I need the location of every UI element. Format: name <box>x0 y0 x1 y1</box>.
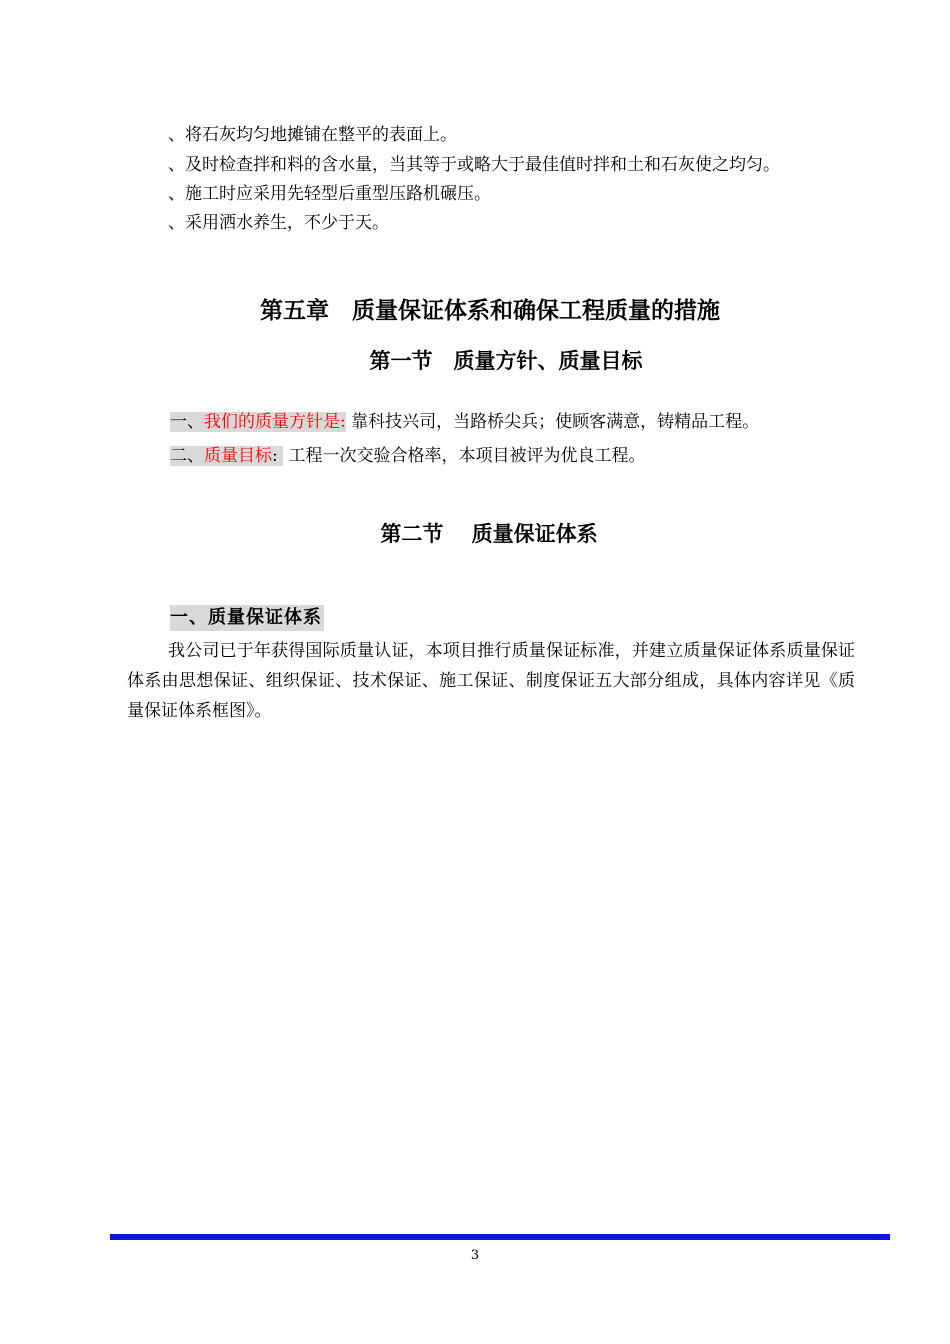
page-number: 3 <box>470 1248 480 1263</box>
list-item-2: 、及时检查拌和料的含水量，当其等于或略大于最佳值时拌和土和石灰使之均匀。 <box>168 155 780 175</box>
chapter-title: 第五章 质量保证体系和确保工程质量的措施 <box>260 298 720 324</box>
section-2-title: 第二节 质量保证体系 <box>380 522 598 546</box>
list-item-1: 、将石灰均匀地摊铺在整平的表面上。 <box>168 125 457 145</box>
quality-goal-label: 质量目标 <box>204 446 272 466</box>
list-item-4: 、采用洒水养生，不少于天。 <box>168 213 389 233</box>
quality-system-paragraph: 我公司已于年获得国际质量认证，本项目推行质量保证标准，并建立质量保证体系质量保证体系由思想保证、组织保证、技术保证、施工保证、制度保证五大部分组成，具体内容详见《质量保证体系框图》。 <box>127 641 855 721</box>
quality-policy-line <box>170 410 759 434</box>
quality-policy-prefix: 一、 <box>170 412 204 432</box>
section-1-title: 第一节 质量方针、质量目标 <box>369 349 643 373</box>
quality-policy-text: 靠科技兴司，当路桥尖兵；使顾客满意，铸精品工程。 <box>345 412 760 432</box>
quality-system-subheading: 一、质量保证体系 <box>170 605 324 631</box>
quality-policy-label-highlight <box>170 412 346 432</box>
quality-goal-prefix: 二、 <box>170 446 204 466</box>
quality-goal-label-highlight <box>170 446 283 466</box>
quality-policy-label: 我们的质量方针是: <box>204 412 346 432</box>
quality-goal-text: 工程一次交验合格率，本项目被评为优良工程。 <box>283 446 646 466</box>
list-item-3: 、施工时应采用先轻型后重型压路机碾压。 <box>168 184 491 204</box>
quality-goal-line <box>170 444 646 468</box>
quality-goal-colon: : <box>272 446 278 466</box>
footer-rule <box>110 1234 890 1240</box>
